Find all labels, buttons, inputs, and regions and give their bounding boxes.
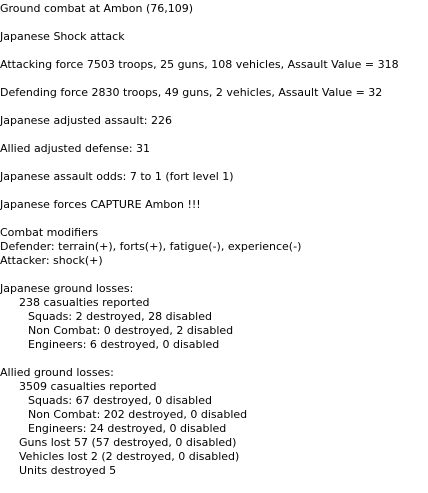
japanese-casualties: 238 casualties reported <box>19 296 150 309</box>
adjusted-defense: Allied adjusted defense: 31 <box>0 142 151 155</box>
japanese-non-combat: Non Combat: 0 destroyed, 2 disabled <box>28 324 234 337</box>
allied-casualties: 3509 casualties reported <box>19 380 157 393</box>
adjusted-assault: Japanese adjusted assault: 226 <box>0 114 172 127</box>
allied-units-destroyed: Units destroyed 5 <box>19 464 117 477</box>
attacker-modifiers: Attacker: shock(+) <box>0 254 103 267</box>
allied-engineers: Engineers: 24 destroyed, 0 disabled <box>28 422 227 435</box>
japanese-engineers: Engineers: 6 destroyed, 0 disabled <box>28 338 220 351</box>
allied-non-combat: Non Combat: 202 destroyed, 0 disabled <box>28 408 248 421</box>
modifiers-heading: Combat modifiers <box>0 226 99 239</box>
attack-type: Japanese Shock attack <box>0 30 125 43</box>
allied-squads: Squads: 67 destroyed, 0 disabled <box>28 394 212 407</box>
allied-vehicles-lost: Vehicles lost 2 (2 destroyed, 0 disabled) <box>19 450 240 463</box>
japanese-losses-heading: Japanese ground losses: <box>0 282 134 295</box>
allied-losses-heading: Allied ground losses: <box>0 366 114 379</box>
allied-guns-lost: Guns lost 57 (57 destroyed, 0 disabled) <box>19 436 237 449</box>
assault-odds: Japanese assault odds: 7 to 1 (fort level 1) <box>0 170 234 183</box>
defender-modifiers: Defender: terrain(+), forts(+), fatigue(-), experience(-) <box>0 240 302 253</box>
combat-title: Ground combat at Ambon (76,109) <box>0 2 194 15</box>
defending-force: Defending force 2830 troops, 49 guns, 2 vehicles, Assault Value = 32 <box>0 86 383 99</box>
attacking-force: Attacking force 7503 troops, 25 guns, 108 vehicles, Assault Value = 318 <box>0 58 399 71</box>
japanese-squads: Squads: 2 destroyed, 28 disabled <box>28 310 212 323</box>
combat-result: Japanese forces CAPTURE Ambon !!! <box>0 198 201 211</box>
